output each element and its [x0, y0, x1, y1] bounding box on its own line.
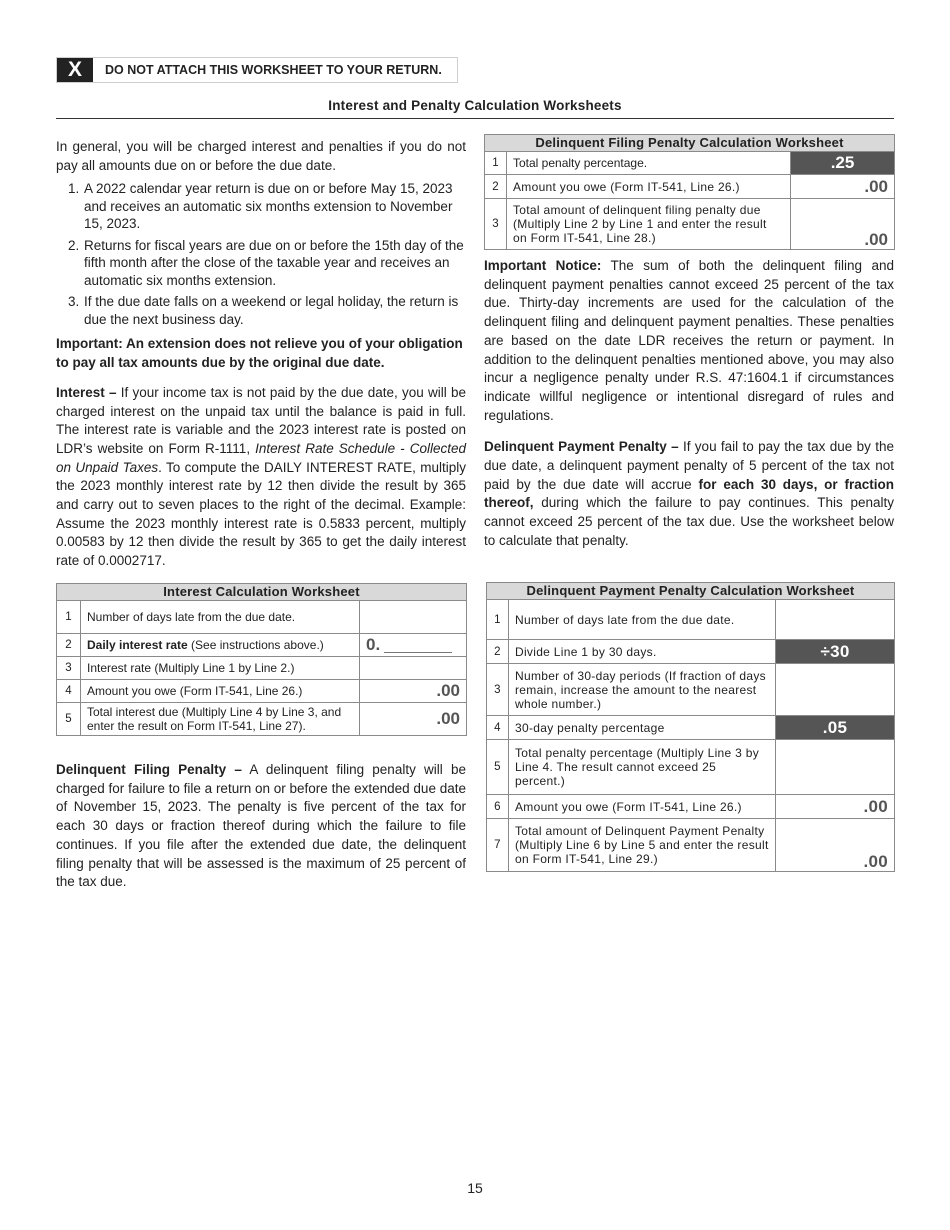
interest-calculation-worksheet — [56, 583, 467, 736]
table-row: 6 Amount you owe (Form IT-541, Line 26.) .00 — [487, 795, 895, 819]
total-interest-field[interactable]: .00 — [360, 703, 467, 736]
penalty-percentage-value: .05 — [776, 716, 895, 740]
page-title: Interest and Penalty Calculation Worksheets — [328, 98, 622, 113]
daily-interest-rate-field[interactable]: 0. — [360, 634, 467, 657]
table-row: 1 Number of days late from the due date. — [57, 601, 467, 634]
delinquent-payment-paragraph: Delinquent Payment Penalty – If you fail to pay the tax due by the due date, a delinquent payment penalty of 5 percent of the tax not paid by the due date will accrue for each 30 days, or fraction thereof, during which the failure to pay continues. This penalty cannot exceed 25 percent of the tax due. Use the worksheet below to calculate that penalty. — [484, 439, 895, 548]
table-row: 5 Total penalty percentage (Multiply Line 3 by Line 4. The result cannot exceed 25 percent.) — [487, 740, 895, 795]
periods-field[interactable] — [776, 664, 895, 716]
table-row: 2 Amount you owe (Form IT-541, Line 26.) .00 — [485, 175, 895, 199]
interest-paragraph: Interest – If your income tax is not paid by the due date, you will be charged interest on the unpaid tax until the balance is paid in full. The interest rate is variable and the 2023 interest rate is posted on LDR’s website on Form R-1111, Interest Rate Schedule - Collected on Unpaid Taxes. To compute the DAILY INTEREST RATE, multiply the 2023 monthly interest rate by 12 then divide the result by 365 and carry out to seven places to the right of the decimal. Example: Assume the 2023 monthly interest rate is 0.5833 percent, multiply 0.00583 by 12 then divide the result by 365 to get the daily interest rate of 0.0002717. — [56, 384, 466, 569]
amount-owed-field[interactable]: .00 — [791, 175, 895, 199]
table-row: 4 Amount you owe (Form IT-541, Line 26.) .00 — [57, 680, 467, 703]
list-item: 2. Returns for fiscal years are due on or before the 15th day of the fifth month after the close of the taxable year and receives an automatic six months extension. — [68, 237, 464, 288]
title-divider — [56, 118, 894, 119]
total-penalty-percentage-field[interactable] — [776, 740, 895, 795]
table-row: 3 Total amount of delinquent filing penalty due (Multiply Line 2 by Line 1 and enter the result on Form IT-541, Line 28.) .00 — [485, 199, 895, 250]
table-row: 2 Daily interest rate (See instructions above.) 0. — [57, 634, 467, 657]
important-extension-note: Important: An extension does not relieve you of your obligation to pay all tax amounts due by the original due date. — [56, 336, 463, 371]
total-penalty-percentage-value: .25 — [791, 152, 895, 175]
table-row: 4 30-day penalty percentage .05 — [487, 716, 895, 740]
table-row: 1 Total penalty percentage. .25 — [485, 152, 895, 175]
list-item: 3. If the due date falls on a weekend or legal holiday, the return is due the next business day. — [68, 294, 459, 327]
filing-penalty-due-field[interactable]: .00 — [791, 199, 895, 250]
days-late-field[interactable] — [360, 601, 467, 634]
right-column — [484, 257, 894, 551]
divide-by-30-value: ÷30 — [776, 640, 895, 664]
table-row: 7 Total amount of Delinquent Payment Penalty (Multiply Line 6 by Line 5 and enter the result on Form IT-541, Line 29.) .00 — [487, 819, 895, 872]
page-number: 15 — [467, 1180, 483, 1196]
important-notice-paragraph: Important Notice: The sum of both the delinquent filing and delinquent payment penalties cannot exceed 25 percent of the tax due. Thirty-day increments are used for the calculation of the delinquent filing and delinquent payment penalties. These penalties are based on the date LDR receives the return or payment. In addition to the delinquent penalties mentioned above, you may also incur a negligence penalty under R.S. 47:1604.1 if circumstances indicate willful negligence or intentional disregard of rules and regulations. — [484, 258, 894, 423]
amount-owed-field[interactable]: .00 — [360, 680, 467, 703]
interest-rate-field[interactable] — [360, 657, 467, 680]
amount-owed-field[interactable]: .00 — [776, 795, 895, 819]
worksheet-title: Interest Calculation Worksheet — [57, 584, 467, 601]
table-row: 1 Number of days late from the due date. — [487, 600, 895, 640]
table-row: 3 Number of 30-day periods (If fraction of days remain, increase the amount to the nearest whole number.) — [487, 664, 895, 716]
due-date-list — [56, 180, 466, 328]
table-row: 3 Interest rate (Multiply Line 1 by Line 2.) — [57, 657, 467, 680]
delinquent-payment-worksheet — [486, 582, 895, 872]
days-late-field[interactable] — [776, 600, 895, 640]
delinquent-filing-paragraph: Delinquent Filing Penalty – A delinquent filing penalty will be charged for failure to file a return on or before the extended due date of November 15, 2023. The penalty is five percent of the tax for each 30 days or fraction thereof during which the failure to file continues. If you file after the extended due date, the delinquent filing penalty that will be assessed is the maximum of 25 percent of the tax due. — [56, 762, 466, 890]
worksheet-title: Delinquent Filing Penalty Calculation Worksheet — [485, 135, 895, 152]
delinquent-filing-section — [56, 761, 466, 892]
intro-paragraph: In general, you will be charged interest and penalties if you do not pay all amounts due on or before the due date. — [56, 139, 466, 173]
payment-penalty-due-field[interactable]: .00 — [776, 819, 895, 872]
worksheet-title: Delinquent Payment Penalty Calculation Worksheet — [487, 583, 895, 600]
list-item: 1. A 2022 calendar year return is due on or before May 15, 2023 and receives an automatic six months extension to November 15, 2023. — [68, 181, 453, 232]
table-row: 5 Total interest due (Multiply Line 4 by Line 3, and enter the result on Form IT-541, Line 27). .00 — [57, 703, 467, 736]
delinquent-filing-worksheet — [484, 134, 895, 250]
left-column — [56, 138, 466, 571]
do-not-attach-banner — [56, 57, 458, 83]
banner-text: DO NOT ATTACH THIS WORKSHEET TO YOUR RETURN. — [105, 63, 442, 77]
x-mark-icon: X — [57, 58, 93, 82]
table-row: 2 Divide Line 1 by 30 days. ÷30 — [487, 640, 895, 664]
